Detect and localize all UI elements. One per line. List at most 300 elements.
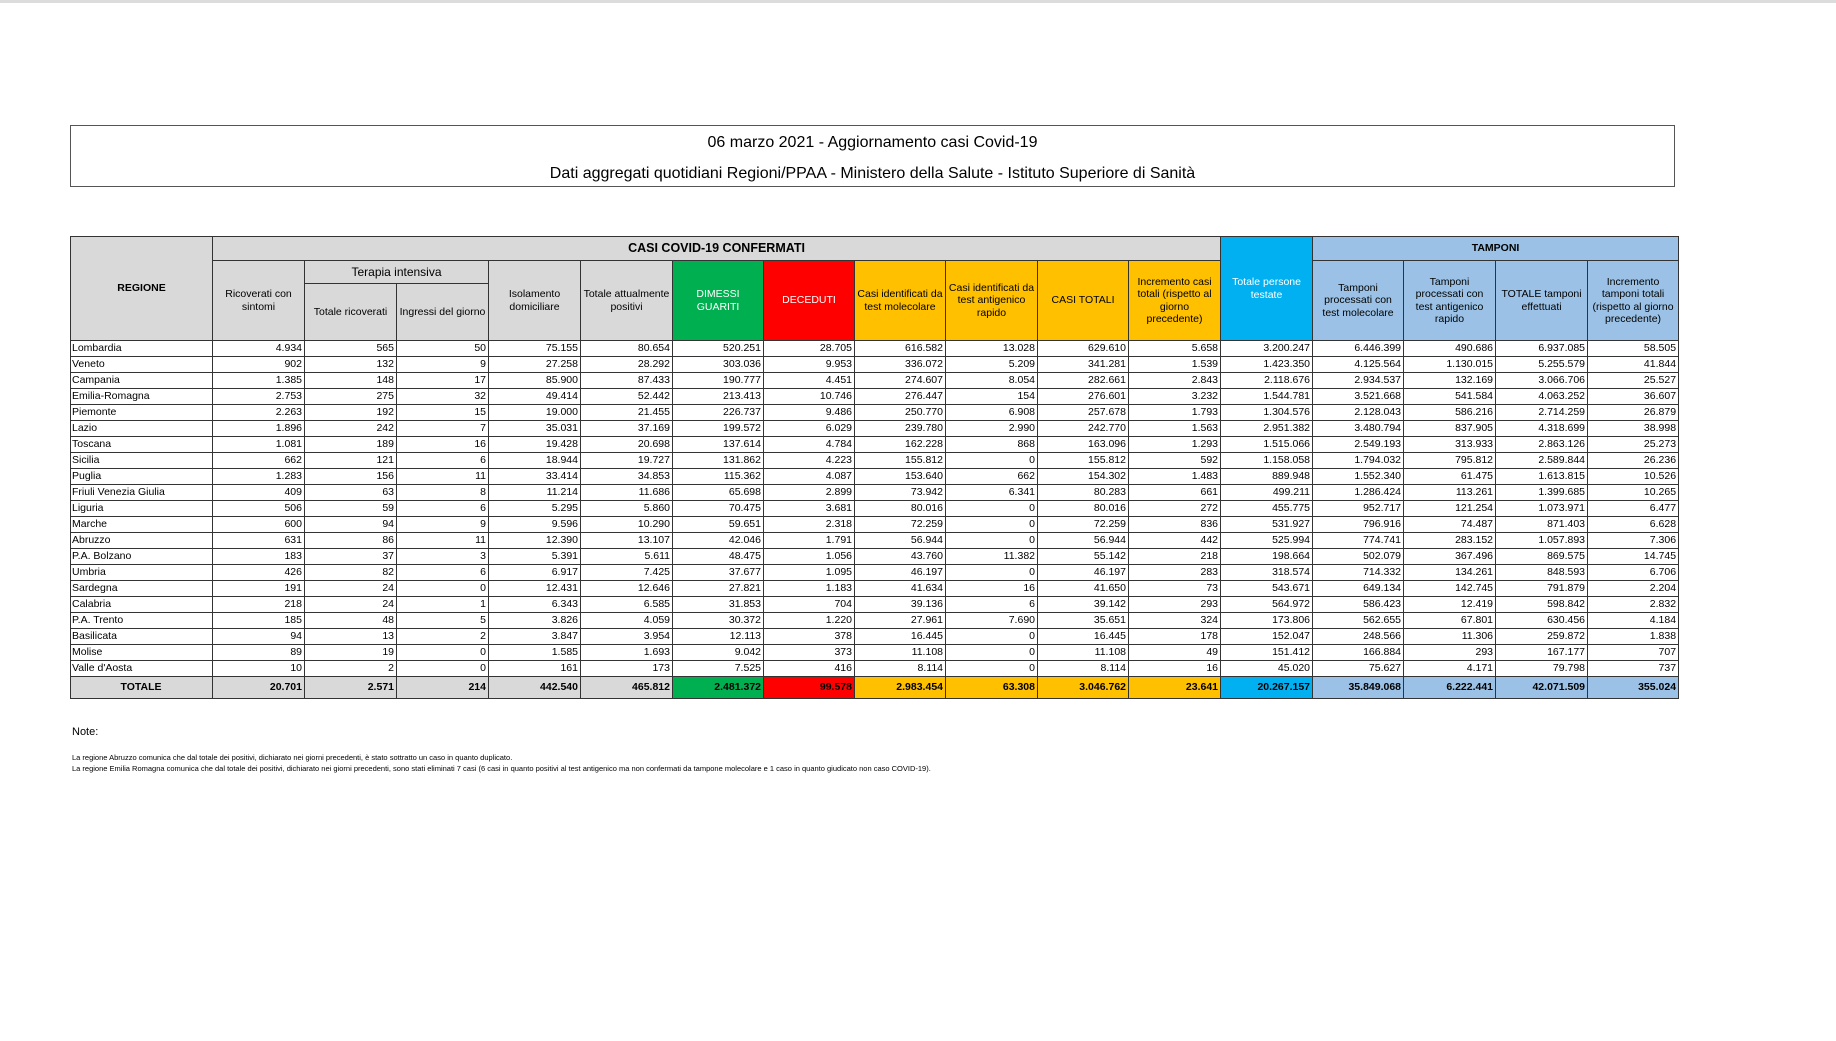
- value-cell: 10.265: [1588, 485, 1679, 501]
- value-cell: 3.681: [764, 501, 855, 517]
- value-cell: 30.372: [673, 613, 764, 629]
- table-row: [71, 533, 1679, 549]
- value-cell: 11.686: [581, 485, 673, 501]
- table-row: [71, 341, 1679, 357]
- value-cell: 283: [1129, 565, 1221, 581]
- value-cell: 48: [305, 613, 397, 629]
- table-body: [71, 341, 1679, 699]
- covid-data-table: [70, 236, 1679, 699]
- value-cell: 373: [764, 645, 855, 661]
- value-cell: 283.152: [1404, 533, 1496, 549]
- value-cell: 1.056: [764, 549, 855, 565]
- note-line: La regione Abruzzo comunica che dal totale dei positivi, dichiarato nei giorni precedenti, è stato sottratto un caso in quanto duplicato.: [72, 753, 513, 762]
- value-cell: 166.884: [1313, 645, 1404, 661]
- value-cell: 2.118.676: [1221, 373, 1313, 389]
- value-cell: 16.445: [1038, 629, 1129, 645]
- value-cell: 9: [397, 357, 489, 373]
- total-value-cell: 42.071.509: [1496, 677, 1588, 699]
- value-cell: 73: [1129, 581, 1221, 597]
- value-cell: 506: [213, 501, 305, 517]
- table-row: [71, 661, 1679, 677]
- value-cell: 4.125.564: [1313, 357, 1404, 373]
- value-cell: 213.413: [673, 389, 764, 405]
- value-cell: 24: [305, 581, 397, 597]
- value-cell: 1.399.685: [1496, 485, 1588, 501]
- value-cell: 12.419: [1404, 597, 1496, 613]
- region-name-cell: Molise: [71, 645, 213, 661]
- value-cell: 318.574: [1221, 565, 1313, 581]
- header-ingressi-giorno: Ingressi del giorno: [397, 284, 489, 341]
- value-cell: 1.283: [213, 469, 305, 485]
- value-cell: 714.332: [1313, 565, 1404, 581]
- value-cell: 2: [397, 629, 489, 645]
- value-cell: 0: [946, 629, 1038, 645]
- value-cell: 16: [946, 581, 1038, 597]
- total-value-cell: 63.308: [946, 677, 1038, 699]
- value-cell: 19: [305, 645, 397, 661]
- header-tamponi-antigenico: Tamponi processati con test antigenico rapido: [1404, 261, 1496, 341]
- value-cell: 1.423.350: [1221, 357, 1313, 373]
- value-cell: 27.258: [489, 357, 581, 373]
- value-cell: 426: [213, 565, 305, 581]
- value-cell: 1.286.424: [1313, 485, 1404, 501]
- total-value-cell: 355.024: [1588, 677, 1679, 699]
- value-cell: 155.812: [1038, 453, 1129, 469]
- value-cell: 282.661: [1038, 373, 1129, 389]
- value-cell: 367.496: [1404, 549, 1496, 565]
- value-cell: 153.640: [855, 469, 946, 485]
- table-row: [71, 549, 1679, 565]
- value-cell: 27.961: [855, 613, 946, 629]
- report-title-box: [70, 125, 1675, 187]
- value-cell: 848.593: [1496, 565, 1588, 581]
- value-cell: 9: [397, 517, 489, 533]
- value-cell: 0: [946, 645, 1038, 661]
- total-value-cell: 20.267.157: [1221, 677, 1313, 699]
- value-cell: 3.200.247: [1221, 341, 1313, 357]
- value-cell: 1.838: [1588, 629, 1679, 645]
- value-cell: 43.760: [855, 549, 946, 565]
- value-cell: 11: [397, 469, 489, 485]
- value-cell: 218: [213, 597, 305, 613]
- value-cell: 6.917: [489, 565, 581, 581]
- value-cell: 2.318: [764, 517, 855, 533]
- value-cell: 35.031: [489, 421, 581, 437]
- table-row: [71, 597, 1679, 613]
- value-cell: 56.944: [855, 533, 946, 549]
- value-cell: 0: [397, 645, 489, 661]
- value-cell: 18.944: [489, 453, 581, 469]
- value-cell: 74.487: [1404, 517, 1496, 533]
- value-cell: 1.896: [213, 421, 305, 437]
- value-cell: 142.745: [1404, 581, 1496, 597]
- value-cell: 2.863.126: [1496, 437, 1588, 453]
- value-cell: 6.341: [946, 485, 1038, 501]
- value-cell: 6: [397, 501, 489, 517]
- value-cell: 2.589.844: [1496, 453, 1588, 469]
- value-cell: 1.304.576: [1221, 405, 1313, 421]
- value-cell: 1.130.015: [1404, 357, 1496, 373]
- value-cell: 1.057.893: [1496, 533, 1588, 549]
- value-cell: 132: [305, 357, 397, 373]
- header-isolamento: Isolamento domiciliare: [489, 261, 581, 341]
- value-cell: 75.627: [1313, 661, 1404, 677]
- value-cell: 564.972: [1221, 597, 1313, 613]
- value-cell: 6: [397, 565, 489, 581]
- value-cell: 259.872: [1496, 629, 1588, 645]
- table-row: [71, 357, 1679, 373]
- value-cell: 889.948: [1221, 469, 1313, 485]
- value-cell: 631: [213, 533, 305, 549]
- value-cell: 257.678: [1038, 405, 1129, 421]
- value-cell: 336.072: [855, 357, 946, 373]
- value-cell: 1.220: [764, 613, 855, 629]
- value-cell: 616.582: [855, 341, 946, 357]
- value-cell: 50: [397, 341, 489, 357]
- value-cell: 6.706: [1588, 565, 1679, 581]
- notes-section: [72, 726, 1632, 774]
- value-cell: 791.879: [1496, 581, 1588, 597]
- value-cell: 11.108: [1038, 645, 1129, 661]
- value-cell: 2.934.537: [1313, 373, 1404, 389]
- value-cell: 34.853: [581, 469, 673, 485]
- table-row: [71, 373, 1679, 389]
- value-cell: 0: [946, 453, 1038, 469]
- value-cell: 26.879: [1588, 405, 1679, 421]
- value-cell: 455.775: [1221, 501, 1313, 517]
- region-name-cell: Friuli Venezia Giulia: [71, 485, 213, 501]
- region-name-cell: Toscana: [71, 437, 213, 453]
- value-cell: 55.142: [1038, 549, 1129, 565]
- region-name-cell: Campania: [71, 373, 213, 389]
- header-tamponi: TAMPONI: [1313, 237, 1679, 261]
- value-cell: 0: [946, 565, 1038, 581]
- value-cell: 35.651: [1038, 613, 1129, 629]
- region-name-cell: Liguria: [71, 501, 213, 517]
- value-cell: 7.525: [673, 661, 764, 677]
- value-cell: 2.263: [213, 405, 305, 421]
- region-name-cell: Emilia-Romagna: [71, 389, 213, 405]
- value-cell: 1.539: [1129, 357, 1221, 373]
- value-cell: 3.826: [489, 613, 581, 629]
- value-cell: 41.844: [1588, 357, 1679, 373]
- value-cell: 7.306: [1588, 533, 1679, 549]
- value-cell: 37: [305, 549, 397, 565]
- total-value-cell: 35.849.068: [1313, 677, 1404, 699]
- value-cell: 8.114: [1038, 661, 1129, 677]
- value-cell: 2.204: [1588, 581, 1679, 597]
- value-cell: 151.412: [1221, 645, 1313, 661]
- value-cell: 52.442: [581, 389, 673, 405]
- value-cell: 32: [397, 389, 489, 405]
- value-cell: 85.900: [489, 373, 581, 389]
- total-value-cell: 3.046.762: [1038, 677, 1129, 699]
- region-name-cell: Umbria: [71, 565, 213, 581]
- value-cell: 293: [1404, 645, 1496, 661]
- value-cell: 10.526: [1588, 469, 1679, 485]
- value-cell: 0: [946, 501, 1038, 517]
- value-cell: 276.447: [855, 389, 946, 405]
- value-cell: 19.428: [489, 437, 581, 453]
- value-cell: 324: [1129, 613, 1221, 629]
- region-name-cell: Basilicata: [71, 629, 213, 645]
- table-row: [71, 437, 1679, 453]
- value-cell: 37.677: [673, 565, 764, 581]
- report-title: 06 marzo 2021 - Aggiornamento casi Covid-19: [707, 134, 1038, 151]
- value-cell: 4.059: [581, 613, 673, 629]
- value-cell: 19.000: [489, 405, 581, 421]
- value-cell: 14.745: [1588, 549, 1679, 565]
- value-cell: 239.780: [855, 421, 946, 437]
- value-cell: 2.990: [946, 421, 1038, 437]
- value-cell: 61.475: [1404, 469, 1496, 485]
- value-cell: 6.477: [1588, 501, 1679, 517]
- value-cell: 2.549.193: [1313, 437, 1404, 453]
- value-cell: 0: [397, 581, 489, 597]
- table-row: [71, 629, 1679, 645]
- value-cell: 37.169: [581, 421, 673, 437]
- value-cell: 0: [946, 517, 1038, 533]
- value-cell: 11.214: [489, 485, 581, 501]
- total-label-cell: TOTALE: [71, 677, 213, 699]
- value-cell: 9.042: [673, 645, 764, 661]
- value-cell: 72.259: [855, 517, 946, 533]
- value-cell: 189: [305, 437, 397, 453]
- value-cell: 67.801: [1404, 613, 1496, 629]
- value-cell: 9.953: [764, 357, 855, 373]
- header-persone-testate: Totale persone testate: [1221, 237, 1313, 341]
- header-incremento-casi: Incremento casi totali (rispetto al giorno precedente): [1129, 261, 1221, 341]
- top-rule: [0, 0, 1836, 3]
- value-cell: 2.753: [213, 389, 305, 405]
- value-cell: 79.798: [1496, 661, 1588, 677]
- region-name-cell: Abruzzo: [71, 533, 213, 549]
- region-name-cell: Veneto: [71, 357, 213, 373]
- value-cell: 6.446.399: [1313, 341, 1404, 357]
- region-name-cell: Calabria: [71, 597, 213, 613]
- value-cell: 45.020: [1221, 661, 1313, 677]
- value-cell: 20.698: [581, 437, 673, 453]
- region-name-cell: Sicilia: [71, 453, 213, 469]
- value-cell: 836: [1129, 517, 1221, 533]
- region-name-cell: P.A. Trento: [71, 613, 213, 629]
- value-cell: 1.791: [764, 533, 855, 549]
- value-cell: 56.944: [1038, 533, 1129, 549]
- value-cell: 796.916: [1313, 517, 1404, 533]
- value-cell: 80.283: [1038, 485, 1129, 501]
- value-cell: 0: [946, 533, 1038, 549]
- value-cell: 629.610: [1038, 341, 1129, 357]
- value-cell: 6.585: [581, 597, 673, 613]
- header-tamponi-totale: TOTALE tamponi effettuati: [1496, 261, 1588, 341]
- value-cell: 12.390: [489, 533, 581, 549]
- value-cell: 161: [489, 661, 581, 677]
- value-cell: 11.382: [946, 549, 1038, 565]
- value-cell: 46.197: [855, 565, 946, 581]
- value-cell: 4.087: [764, 469, 855, 485]
- value-cell: 525.994: [1221, 533, 1313, 549]
- value-cell: 46.197: [1038, 565, 1129, 581]
- value-cell: 1: [397, 597, 489, 613]
- value-cell: 562.655: [1313, 613, 1404, 629]
- value-cell: 303.036: [673, 357, 764, 373]
- value-cell: 7: [397, 421, 489, 437]
- value-cell: 4.171: [1404, 661, 1496, 677]
- value-cell: 499.211: [1221, 485, 1313, 501]
- table-row: [71, 517, 1679, 533]
- total-value-cell: 442.540: [489, 677, 581, 699]
- value-cell: 72.259: [1038, 517, 1129, 533]
- value-cell: 26.236: [1588, 453, 1679, 469]
- value-cell: 565: [305, 341, 397, 357]
- value-cell: 13.028: [946, 341, 1038, 357]
- value-cell: 6: [946, 597, 1038, 613]
- value-cell: 39.136: [855, 597, 946, 613]
- value-cell: 242.770: [1038, 421, 1129, 437]
- value-cell: 1.515.066: [1221, 437, 1313, 453]
- value-cell: 490.686: [1404, 341, 1496, 357]
- total-value-cell: 99.578: [764, 677, 855, 699]
- value-cell: 24: [305, 597, 397, 613]
- region-name-cell: Piemonte: [71, 405, 213, 421]
- value-cell: 70.475: [673, 501, 764, 517]
- region-name-cell: Lazio: [71, 421, 213, 437]
- value-cell: 4.784: [764, 437, 855, 453]
- value-cell: 274.607: [855, 373, 946, 389]
- value-cell: 21.455: [581, 405, 673, 421]
- value-cell: 1.544.781: [1221, 389, 1313, 405]
- value-cell: 6: [397, 453, 489, 469]
- table-row: [71, 565, 1679, 581]
- value-cell: 1.081: [213, 437, 305, 453]
- value-cell: 868: [946, 437, 1038, 453]
- value-cell: 4.318.699: [1496, 421, 1588, 437]
- total-value-cell: 6.222.441: [1404, 677, 1496, 699]
- value-cell: 80.654: [581, 341, 673, 357]
- header-regione: REGIONE: [71, 237, 213, 341]
- value-cell: 185: [213, 613, 305, 629]
- header-terapia-intensiva: Terapia intensiva: [305, 261, 489, 284]
- value-cell: 36.607: [1588, 389, 1679, 405]
- header-tamponi-molecolare: Tamponi processati con test molecolare: [1313, 261, 1404, 341]
- value-cell: 58.505: [1588, 341, 1679, 357]
- region-name-cell: Valle d'Aosta: [71, 661, 213, 677]
- value-cell: 13: [305, 629, 397, 645]
- value-cell: 73.942: [855, 485, 946, 501]
- value-cell: 541.584: [1404, 389, 1496, 405]
- value-cell: 704: [764, 597, 855, 613]
- value-cell: 1.293: [1129, 437, 1221, 453]
- region-name-cell: Sardegna: [71, 581, 213, 597]
- value-cell: 137.614: [673, 437, 764, 453]
- value-cell: 416: [764, 661, 855, 677]
- value-cell: 1.483: [1129, 469, 1221, 485]
- value-cell: 630.456: [1496, 613, 1588, 629]
- value-cell: 12.431: [489, 581, 581, 597]
- value-cell: 38.998: [1588, 421, 1679, 437]
- value-cell: 89: [213, 645, 305, 661]
- value-cell: 41.634: [855, 581, 946, 597]
- value-cell: 80.016: [1038, 501, 1129, 517]
- value-cell: 226.737: [673, 405, 764, 421]
- value-cell: 5.611: [581, 549, 673, 565]
- value-cell: 5.255.579: [1496, 357, 1588, 373]
- value-cell: 902: [213, 357, 305, 373]
- value-cell: 3.066.706: [1496, 373, 1588, 389]
- total-row: [71, 677, 1679, 699]
- value-cell: 378: [764, 629, 855, 645]
- value-cell: 6.343: [489, 597, 581, 613]
- value-cell: 3.954: [581, 629, 673, 645]
- value-cell: 543.671: [1221, 581, 1313, 597]
- value-cell: 7.425: [581, 565, 673, 581]
- report-subtitle: Dati aggregati quotidiani Regioni/PPAA - Ministero della Salute - Istituto Superiore di Sanità: [549, 165, 1196, 182]
- value-cell: 2.714.259: [1496, 405, 1588, 421]
- value-cell: 5.295: [489, 501, 581, 517]
- value-cell: 28.292: [581, 357, 673, 373]
- value-cell: 12.646: [581, 581, 673, 597]
- value-cell: 121: [305, 453, 397, 469]
- header-casi-molecolare: Casi identificati da test molecolare: [855, 261, 946, 341]
- total-value-cell: 465.812: [581, 677, 673, 699]
- value-cell: 134.261: [1404, 565, 1496, 581]
- value-cell: 1.158.058: [1221, 453, 1313, 469]
- value-cell: 41.650: [1038, 581, 1129, 597]
- value-cell: 1.693: [581, 645, 673, 661]
- value-cell: 154.302: [1038, 469, 1129, 485]
- value-cell: 63: [305, 485, 397, 501]
- value-cell: 598.842: [1496, 597, 1588, 613]
- value-cell: 1.613.815: [1496, 469, 1588, 485]
- value-cell: 87.433: [581, 373, 673, 389]
- value-cell: 276.601: [1038, 389, 1129, 405]
- value-cell: 132.169: [1404, 373, 1496, 389]
- value-cell: 198.664: [1221, 549, 1313, 565]
- value-cell: 183: [213, 549, 305, 565]
- value-cell: 2.899: [764, 485, 855, 501]
- value-cell: 531.927: [1221, 517, 1313, 533]
- value-cell: 156: [305, 469, 397, 485]
- region-name-cell: P.A. Bolzano: [71, 549, 213, 565]
- value-cell: 2: [305, 661, 397, 677]
- value-cell: 442: [1129, 533, 1221, 549]
- value-cell: 49.414: [489, 389, 581, 405]
- value-cell: 178: [1129, 629, 1221, 645]
- value-cell: 9.486: [764, 405, 855, 421]
- value-cell: 39.142: [1038, 597, 1129, 613]
- value-cell: 6.029: [764, 421, 855, 437]
- value-cell: 272: [1129, 501, 1221, 517]
- value-cell: 649.134: [1313, 581, 1404, 597]
- value-cell: 795.812: [1404, 453, 1496, 469]
- value-cell: 173: [581, 661, 673, 677]
- value-cell: 59.651: [673, 517, 764, 533]
- value-cell: 27.821: [673, 581, 764, 597]
- value-cell: 218: [1129, 549, 1221, 565]
- value-cell: 192: [305, 405, 397, 421]
- value-cell: 75.155: [489, 341, 581, 357]
- value-cell: 7.690: [946, 613, 1038, 629]
- value-cell: 82: [305, 565, 397, 581]
- table-row: [71, 405, 1679, 421]
- value-cell: 313.933: [1404, 437, 1496, 453]
- value-cell: 3.521.668: [1313, 389, 1404, 405]
- value-cell: 5.209: [946, 357, 1038, 373]
- value-cell: 5.860: [581, 501, 673, 517]
- value-cell: 31.853: [673, 597, 764, 613]
- table-row: [71, 421, 1679, 437]
- total-value-cell: 2.571: [305, 677, 397, 699]
